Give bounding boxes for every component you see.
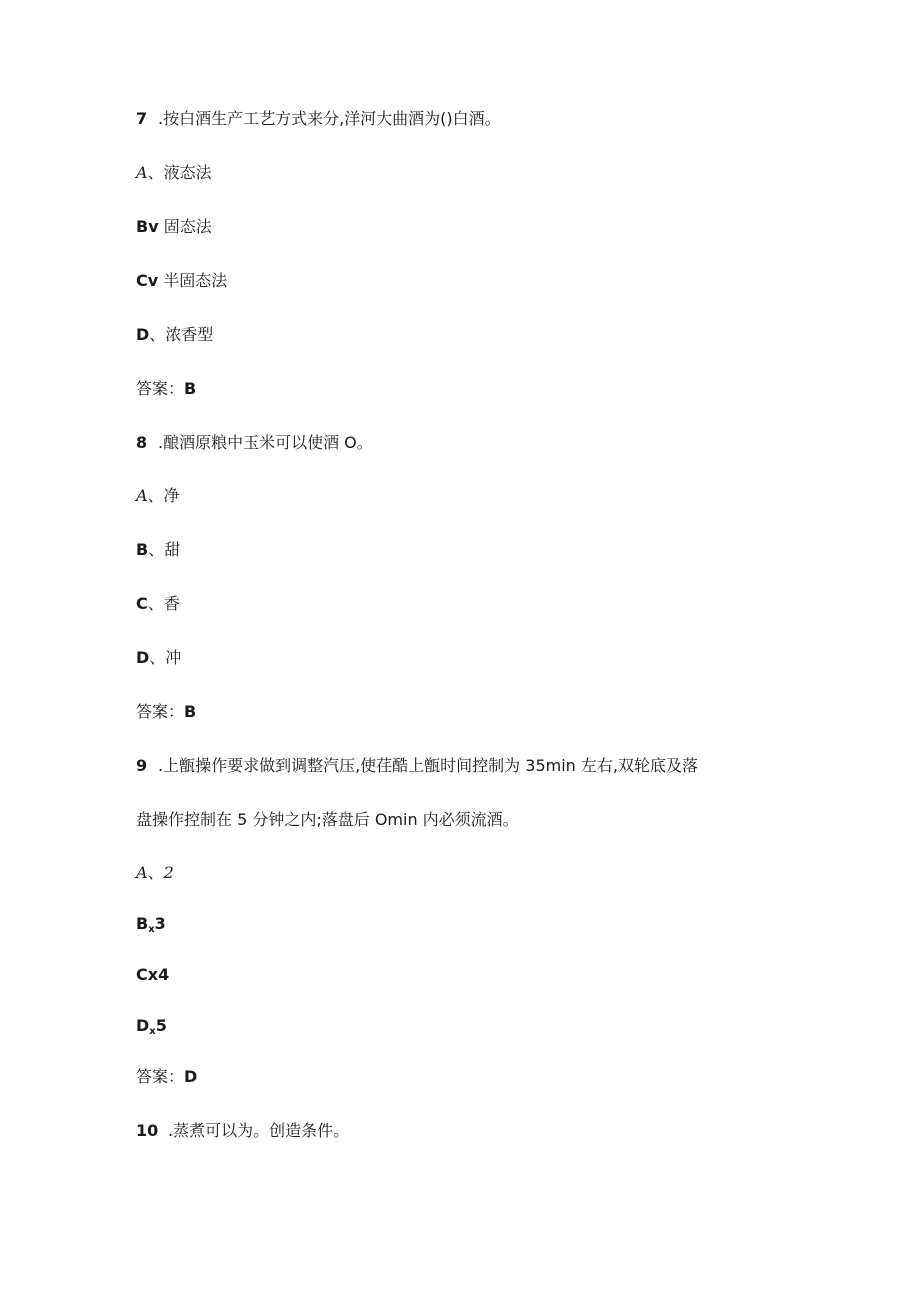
question-8 [136,432,373,454]
option-text: 3 [154,914,166,933]
question-number: 10 [136,1121,159,1140]
option-c [136,270,227,292]
option-text: 液态法 [163,163,212,182]
answer-label: 答案： [136,379,185,398]
option-label: Cv [136,271,159,290]
option-label: A [136,863,148,882]
option-d: D、冲 [136,648,182,667]
option-a: A、2 [136,863,174,882]
option-b: B、甜 [136,540,181,559]
option-text: 甜 [164,540,181,559]
option-b: $B_x3$ [136,914,166,935]
answer-value: B [184,379,197,398]
question-9 [136,755,698,777]
option-a: A、净 [136,486,180,505]
option-a: A、液态法 [136,163,212,182]
option-label: D [136,325,150,344]
answer-label: 答案： [136,1067,185,1086]
question-text: .蒸煮可以为。创造条件。 [168,1121,350,1140]
option-label: C [136,594,148,613]
option-label: Bv [136,217,159,236]
option-d: $D_x5$ [136,1016,167,1037]
option-text: 香 [163,594,180,613]
option-text: 净 [163,486,180,505]
option-text: 固态法 [163,217,212,236]
question-10 [136,1120,349,1142]
answer-value: D [184,1067,198,1086]
question-number: 9 [136,756,148,775]
question-number: 7 [136,109,148,128]
option-label: D [136,648,150,667]
option-text: 冲 [165,648,182,667]
question-text: .上甑操作要求做到调整汽压,使荏酷上甑时间控制为 35min 左右,双轮底及落 [158,756,698,775]
option-text: 2 [163,863,174,882]
question-text: .酿酒原粮中玉米可以使酒 O。 [158,433,373,452]
question-number: 8 [136,433,148,452]
question-9-continued [136,809,519,831]
option-label: B [136,540,149,559]
option-c [136,964,169,986]
question-text: .按白酒生产工艺方式来分,洋河大曲酒为()白酒。 [158,109,501,128]
option-c: C、香 [136,594,180,613]
answer-line [136,378,196,400]
option-d: D、浓香型 [136,325,214,344]
option-text: 半固态法 [163,271,228,290]
option-text: 浓香型 [165,325,214,344]
option-label: Cx [136,965,159,984]
answer-line [136,1066,197,1088]
answer-label: 答案： [136,702,185,721]
question-7 [136,108,501,130]
answer-value: B [184,702,197,721]
answer-line [136,701,196,723]
option-label: D [136,1016,150,1035]
option-text: 4 [158,965,170,984]
question-text: 盘操作控制在 5 分钟之内;落盘后 Omin 内必须流酒。 [136,810,519,829]
option-label: B [136,914,149,933]
option-label: A [136,486,148,505]
option-b [136,216,212,238]
option-label: A [136,163,148,182]
option-text: 5 [155,1016,167,1035]
